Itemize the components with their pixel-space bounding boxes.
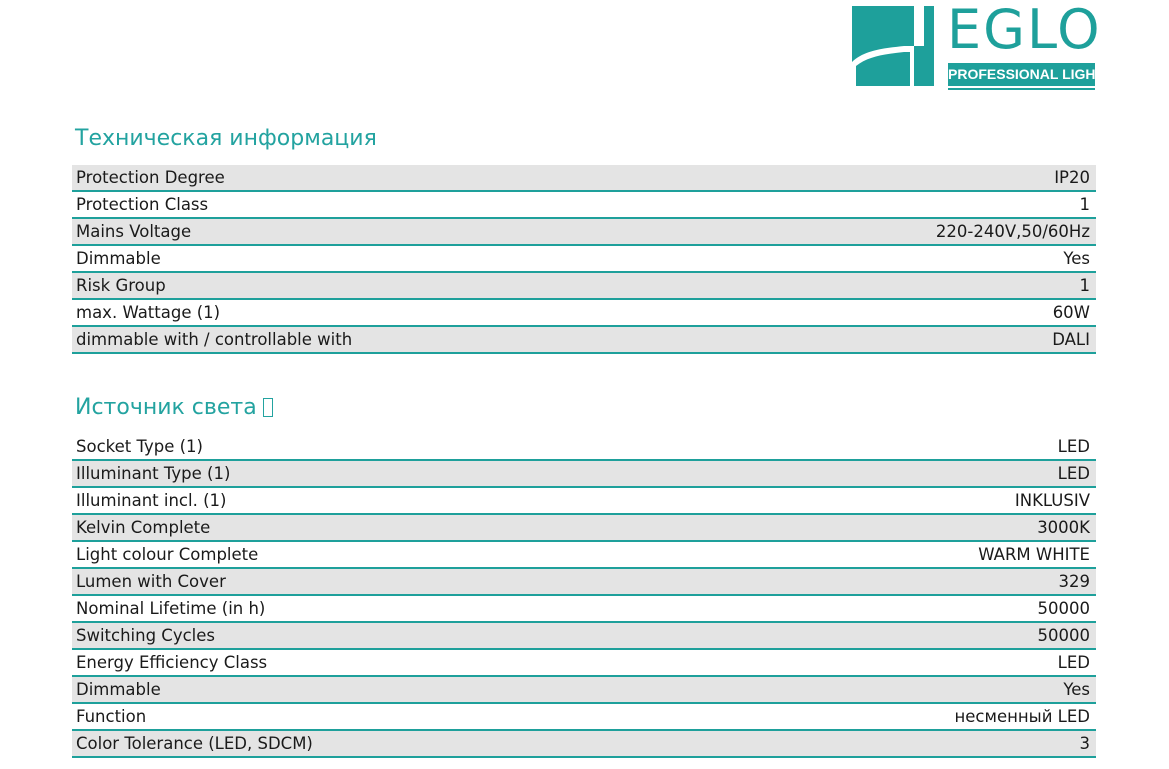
table-row	[72, 731, 1096, 758]
table-row	[72, 623, 1096, 650]
table-row	[72, 488, 1096, 515]
row-label: dimmable with / controllable with	[76, 330, 353, 349]
logo-wordmark: EGLO	[947, 0, 1102, 61]
table-row	[72, 704, 1096, 731]
table-row	[72, 327, 1096, 354]
row-value: Yes	[1063, 680, 1090, 699]
row-value: 3	[1079, 734, 1090, 753]
eglo-logo	[852, 0, 1105, 88]
row-label: Nominal Lifetime (in h)	[76, 599, 266, 618]
row-label: Illuminant incl. (1)	[76, 491, 227, 510]
table-row	[72, 461, 1096, 488]
row-label: Mains Voltage	[76, 222, 192, 241]
row-value: INKLUSIV	[1014, 491, 1090, 510]
row-value: 3000K	[1037, 518, 1090, 537]
row-label: Kelvin Complete	[76, 518, 211, 537]
row-label: Illuminant Type (1)	[76, 464, 231, 483]
table-row	[72, 246, 1096, 273]
table-row	[72, 677, 1096, 704]
row-value: несменный LED	[954, 707, 1090, 726]
logo-underline	[948, 88, 1095, 90]
light-source-title: Источник света	[75, 395, 257, 420]
row-value: IP20	[1054, 168, 1090, 187]
light-source-table	[72, 434, 1096, 758]
row-value: 220-240V,50/60Hz	[935, 222, 1090, 241]
table-row	[72, 569, 1096, 596]
row-label: Color Tolerance (LED, SDCM)	[76, 734, 313, 753]
table-row	[72, 515, 1096, 542]
row-value: 60W	[1052, 303, 1090, 322]
row-label: Dimmable	[76, 249, 161, 268]
row-value: LED	[1057, 464, 1090, 483]
table-row	[72, 192, 1096, 219]
row-value: LED	[1057, 437, 1090, 456]
tech-info-heading	[75, 126, 377, 151]
row-label: Risk Group	[76, 276, 166, 295]
row-label: Protection Degree	[76, 168, 225, 187]
table-row	[72, 434, 1096, 461]
tech-info-title: Техническая информация	[75, 126, 377, 151]
row-label: max. Wattage (1)	[76, 303, 221, 322]
row-value: 50000	[1037, 626, 1090, 645]
table-row	[72, 596, 1096, 623]
row-label: Function	[76, 707, 147, 726]
row-value: 1	[1079, 195, 1090, 214]
light-source-heading	[75, 395, 273, 420]
row-value: Yes	[1063, 249, 1090, 268]
row-value: WARM WHITE	[978, 545, 1090, 564]
row-label: Energy Efficiency Class	[76, 653, 268, 672]
table-row	[72, 300, 1096, 327]
row-label: Protection Class	[76, 195, 209, 214]
lamp-logo-icon	[852, 6, 934, 86]
table-row	[72, 219, 1096, 246]
row-label: Switching Cycles	[76, 626, 216, 645]
row-value: 329	[1058, 572, 1090, 591]
row-value: LED	[1057, 653, 1090, 672]
logo-tagline: PROFESSIONAL LIGHT	[948, 63, 1095, 86]
tech-info-table	[72, 165, 1096, 354]
row-value: DALI	[1052, 330, 1090, 349]
row-label: Dimmable	[76, 680, 161, 699]
row-label: Light colour Complete	[76, 545, 259, 564]
row-label: Lumen with Cover	[76, 572, 226, 591]
table-row	[72, 273, 1096, 300]
row-value: 50000	[1037, 599, 1090, 618]
box-icon	[263, 398, 273, 417]
table-row	[72, 165, 1096, 192]
table-row	[72, 650, 1096, 677]
row-value: 1	[1079, 276, 1090, 295]
row-label: Socket Type (1)	[76, 437, 203, 456]
table-row	[72, 542, 1096, 569]
